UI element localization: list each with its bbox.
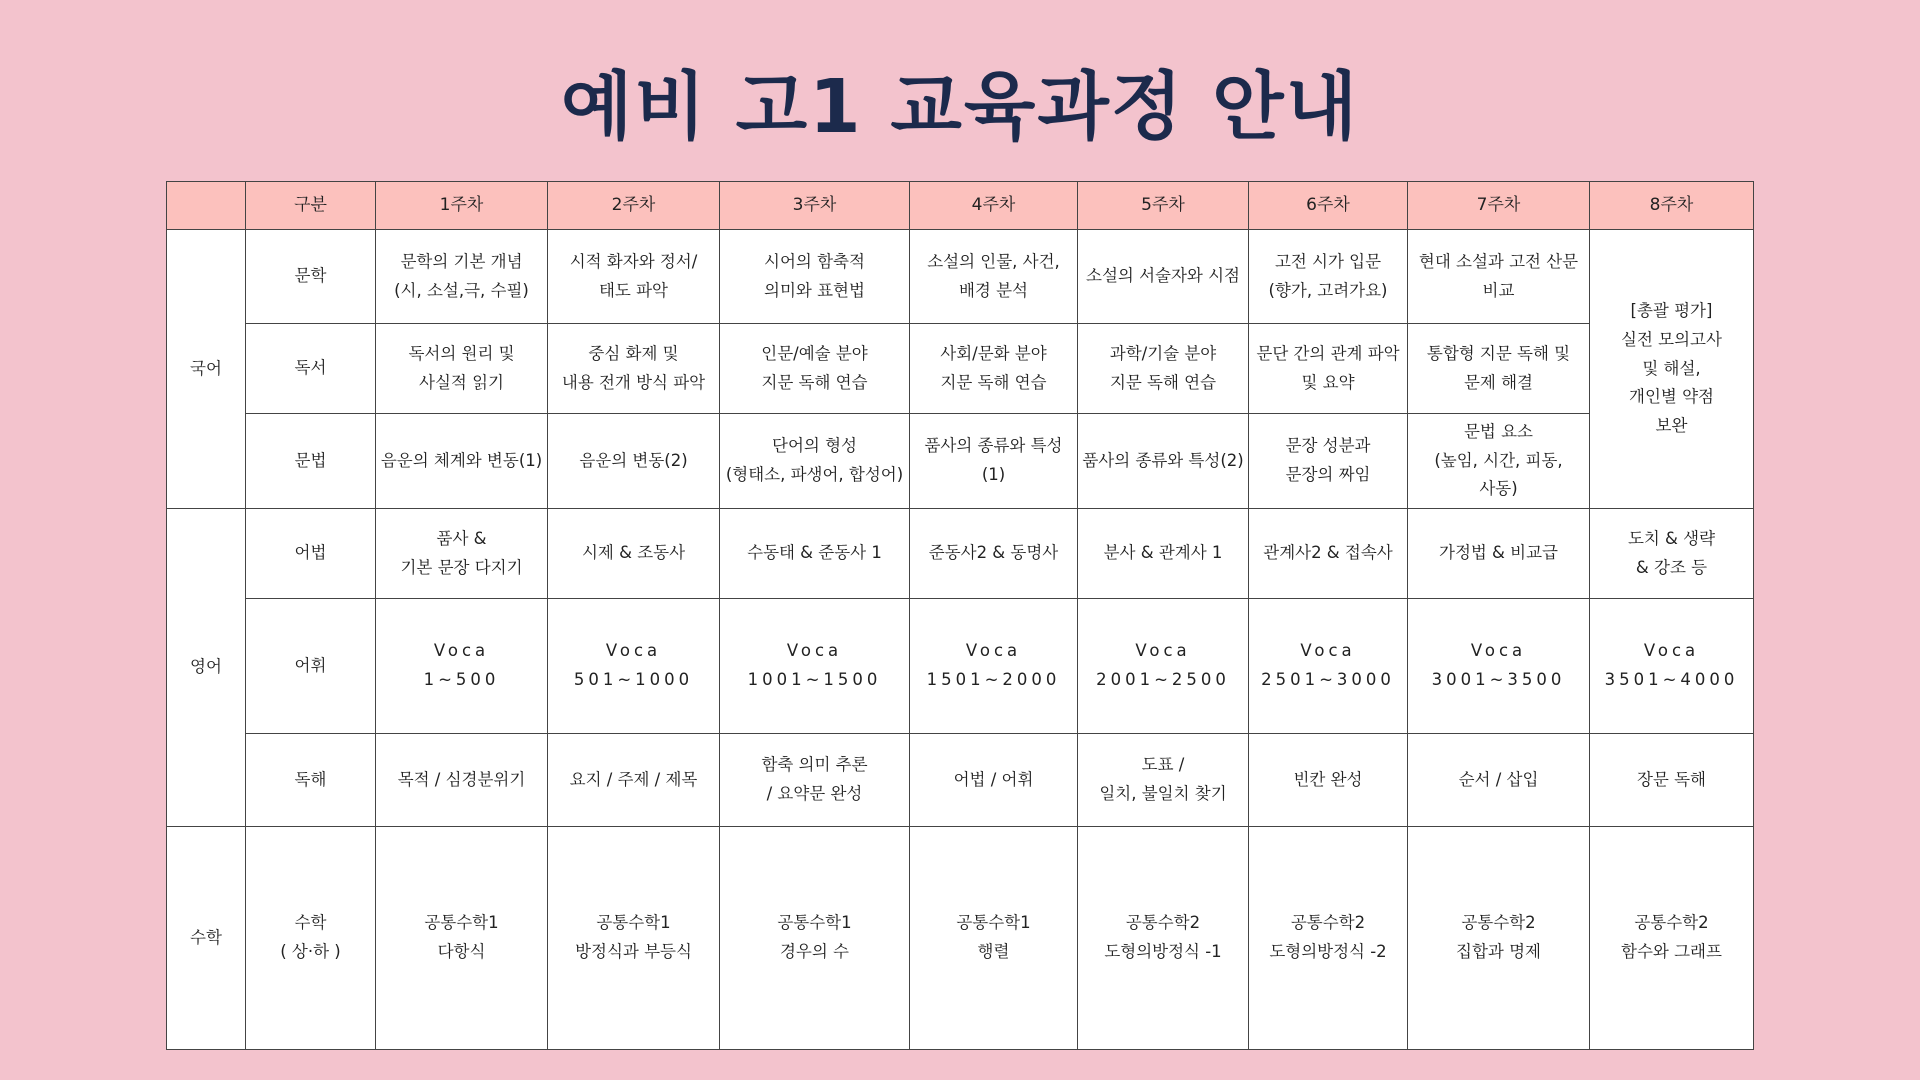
table-cell: 문법 요소 (높임, 시간, 피동, 사동) — [1408, 414, 1590, 509]
table-cell: 공통수학2 도형의방정식 -2 — [1249, 827, 1408, 1050]
table-cell: 시제 & 조동사 — [548, 509, 720, 599]
header-category-cell: 구분 — [246, 182, 376, 230]
table-cell: Voca 501~1000 — [548, 599, 720, 734]
table-cell: 수동태 & 준동사 1 — [720, 509, 910, 599]
table-cell: 중심 화제 및 내용 전개 방식 파악 — [548, 324, 720, 414]
table-cell: 장문 독해 — [1590, 734, 1754, 827]
subject-english: 영어 — [167, 509, 246, 827]
table-cell: Voca 3501~4000 — [1590, 599, 1754, 734]
table-cell: 도치 & 생략 & 강조 등 — [1590, 509, 1754, 599]
table-cell: 문장 성분과 문장의 짜임 — [1249, 414, 1408, 509]
table-cell: 인문/예술 분야 지문 독해 연습 — [720, 324, 910, 414]
table-cell: 과학/기술 분야 지문 독해 연습 — [1078, 324, 1249, 414]
table-cell: 분사 & 관계사 1 — [1078, 509, 1249, 599]
sub-label-english-reading: 독해 — [246, 734, 376, 827]
table-cell: 관계사2 & 접속사 — [1249, 509, 1408, 599]
sub-label-grammar: 문법 — [246, 414, 376, 509]
table-cell: 품사 & 기본 문장 다지기 — [376, 509, 548, 599]
sub-label-vocab: 어휘 — [246, 599, 376, 734]
table-cell: Voca 1501~2000 — [910, 599, 1078, 734]
table-cell: 목적 / 심경분위기 — [376, 734, 548, 827]
curriculum-table — [166, 181, 1754, 1050]
subject-korean: 국어 — [167, 230, 246, 509]
table-row — [167, 827, 1754, 1050]
table-cell: 요지 / 주제 / 제목 — [548, 734, 720, 827]
page-title: 예비 고1 교육과정 안내 — [560, 64, 1360, 150]
sub-label-math: 수학 ( 상·하 ) — [246, 827, 376, 1050]
header-week-4: 4주차 — [910, 182, 1078, 230]
header-week-7: 7주차 — [1408, 182, 1590, 230]
header-week-1: 1주차 — [376, 182, 548, 230]
table-cell: 공통수학2 도형의방정식 -1 — [1078, 827, 1249, 1050]
header-week-5: 5주차 — [1078, 182, 1249, 230]
table-cell: 공통수학2 함수와 그래프 — [1590, 827, 1754, 1050]
table-cell: Voca 2501~3000 — [1249, 599, 1408, 734]
table-cell: 품사의 종류와 특성(2) — [1078, 414, 1249, 509]
table-cell: 문단 간의 관계 파악 및 요약 — [1249, 324, 1408, 414]
header-week-8: 8주차 — [1590, 182, 1754, 230]
table-cell: Voca 2001~2500 — [1078, 599, 1249, 734]
table-cell: 통합형 지문 독해 및 문제 해결 — [1408, 324, 1590, 414]
korean-week8-assessment: [총괄 평가] 실전 모의고사 및 해설, 개인별 약점 보완 — [1590, 230, 1754, 509]
table-row — [167, 734, 1754, 827]
table-cell: 함축 의미 추론 / 요약문 완성 — [720, 734, 910, 827]
table-cell: 고전 시가 입문 (향가, 고려가요) — [1249, 230, 1408, 324]
table-row — [167, 509, 1754, 599]
header-week-3: 3주차 — [720, 182, 910, 230]
table-cell: 공통수학1 행렬 — [910, 827, 1078, 1050]
table-row — [167, 324, 1754, 414]
table-cell: 시적 화자와 정서/ 태도 파악 — [548, 230, 720, 324]
table-cell: Voca 1001~1500 — [720, 599, 910, 734]
table-cell: 준동사2 & 동명사 — [910, 509, 1078, 599]
table-cell: 공통수학1 방정식과 부등식 — [548, 827, 720, 1050]
table-cell: 공통수학2 집합과 명제 — [1408, 827, 1590, 1050]
table-cell: 음운의 변동(2) — [548, 414, 720, 509]
table-cell: 도표 / 일치, 불일치 찾기 — [1078, 734, 1249, 827]
sub-label-reading: 독서 — [246, 324, 376, 414]
header-week-6: 6주차 — [1249, 182, 1408, 230]
table-cell: 공통수학1 경우의 수 — [720, 827, 910, 1050]
table-cell: 사회/문화 분야 지문 독해 연습 — [910, 324, 1078, 414]
subject-math: 수학 — [167, 827, 246, 1050]
table-cell: 순서 / 삽입 — [1408, 734, 1590, 827]
table-cell: 가정법 & 비교급 — [1408, 509, 1590, 599]
table-cell: 독서의 원리 및 사실적 읽기 — [376, 324, 548, 414]
table-cell: 현대 소설과 고전 산문 비교 — [1408, 230, 1590, 324]
table-row — [167, 414, 1754, 509]
sub-label-english-grammar: 어법 — [246, 509, 376, 599]
header-row — [167, 182, 1754, 230]
table-cell: 소설의 인물, 사건, 배경 분석 — [910, 230, 1078, 324]
table-cell: 소설의 서술자와 시점 — [1078, 230, 1249, 324]
table-cell: 문학의 기본 개념 (시, 소설,극, 수필) — [376, 230, 548, 324]
table-cell: 빈칸 완성 — [1249, 734, 1408, 827]
table-cell: Voca 1~500 — [376, 599, 548, 734]
table-cell: 단어의 형성 (형태소, 파생어, 합성어) — [720, 414, 910, 509]
table-cell: 음운의 체계와 변동(1) — [376, 414, 548, 509]
table-row — [167, 230, 1754, 324]
header-week-2: 2주차 — [548, 182, 720, 230]
table-cell: 품사의 종류와 특성(1) — [910, 414, 1078, 509]
sub-label-literature: 문학 — [246, 230, 376, 324]
table-cell: 시어의 함축적 의미와 표현법 — [720, 230, 910, 324]
table-cell: 공통수학1 다항식 — [376, 827, 548, 1050]
table-row — [167, 599, 1754, 734]
table-cell: 어법 / 어휘 — [910, 734, 1078, 827]
table-cell: Voca 3001~3500 — [1408, 599, 1590, 734]
header-corner-cell — [167, 182, 246, 230]
